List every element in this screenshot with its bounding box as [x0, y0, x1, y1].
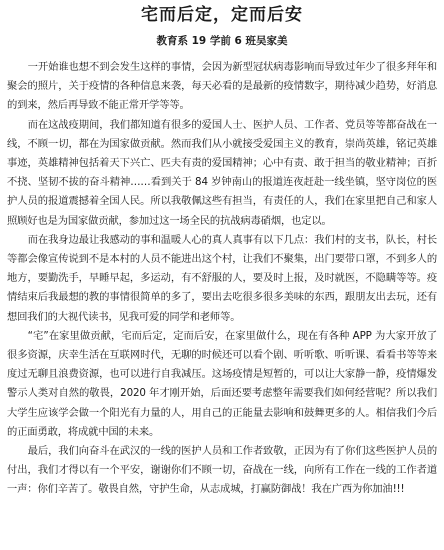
- document-title: 宅而后定，定而后安: [141, 5, 303, 25]
- paragraph-2: 而在这战疫期间，我们都知道有很多的爱国人士、医护人员、工作者、党员等等都奋战在一线，不顾一切，都在为国家做贡献。然而我们从小就接受爱国主义的教育，崇尚英雄，铭记英雄事迹，英雄精神包括着天下兴亡、匹夫有责的爱国精神；心中有责、敢于担当的敬业精神；百折不挠、坚韧不拔的奋斗精神……看到关于 84 岁钟南山的报道连夜赶赴一线坐镇，坚守岗位的医护人员的报道震撼着全国人民。所以我敬佩这些有担当，有责任的人，我们在家里把自己和家人照顾好也是为国家做贡献，参加过这一场全民的抗战病毒硝烟，也定以。: [7, 118, 437, 227]
- paragraph-4: “宅”在家里做贡献，宅而后定，定而后安，在家里做什么，现在有各种 APP 为大家开放了很多资源，庆幸生活在互联网时代，无聊的时候还可以看个剧、听听歌、听听课、看看书等等来度过无聊且浪费资源，也可以进行自我减压。这场疫情是短暂的，可以让大家静一静，疫情爆发警示人类对自然的敬畏，2020 年才刚开始，后面还要考虑整年需要我们如何经营呢？所以我们大学生应该学会做一个阳光有力量的人，用自己的正能量去影响和鼓舞更多的人。相信我们今后的正面勇敢，将成就中国的未来。: [7, 329, 437, 438]
- document-body: [7, 58, 437, 500]
- paragraph-1: 一开始谁也想不到会发生这样的事情，会因为新型冠状病毒影响而导致过年少了很多拜年和聚会的照片，关于疫情的各种信息来袭，每天必看的是最新的疫情数字，期待减少趋势，好消息的到来，然后再导致不能正常开学等等。: [7, 61, 437, 112]
- paragraph-3: 而在我身边最让我感动的事和温暖人心的真人真事有以下几点：我们村的支书，队长，村长等都会像宣传说到不是本村的人员不能进出这个村，让我们不聚集，出门要带口罩，不到多人的地方，要勤洗手，早睡早起，多运动，有不舒服的人，要及时上报，及时就医，不隐瞒等等。疫情结束后我最想的教的事情很简单的多了，要出去吃很多很多美味的东西，跟朋友出去玩，还有想回我们的大视代读书，见我可爱的同学和老师等。: [7, 233, 437, 323]
- author-byline: 教育系 19 学前 6 班吴家美: [156, 35, 288, 47]
- paragraph-5: 最后，我们向奋斗在武汉的一线的医护人员和工作者致敬，正因为有了你们这些医护人员的付出，我们才得以有一个平安，谢谢你们不顾一切，奋战在一线，向所有工作在一线的工作者道一声：你们辛苦了。敬畏自然，守护生命，从志成城，打赢防御战！我在广西为你加油!!!: [7, 445, 437, 496]
